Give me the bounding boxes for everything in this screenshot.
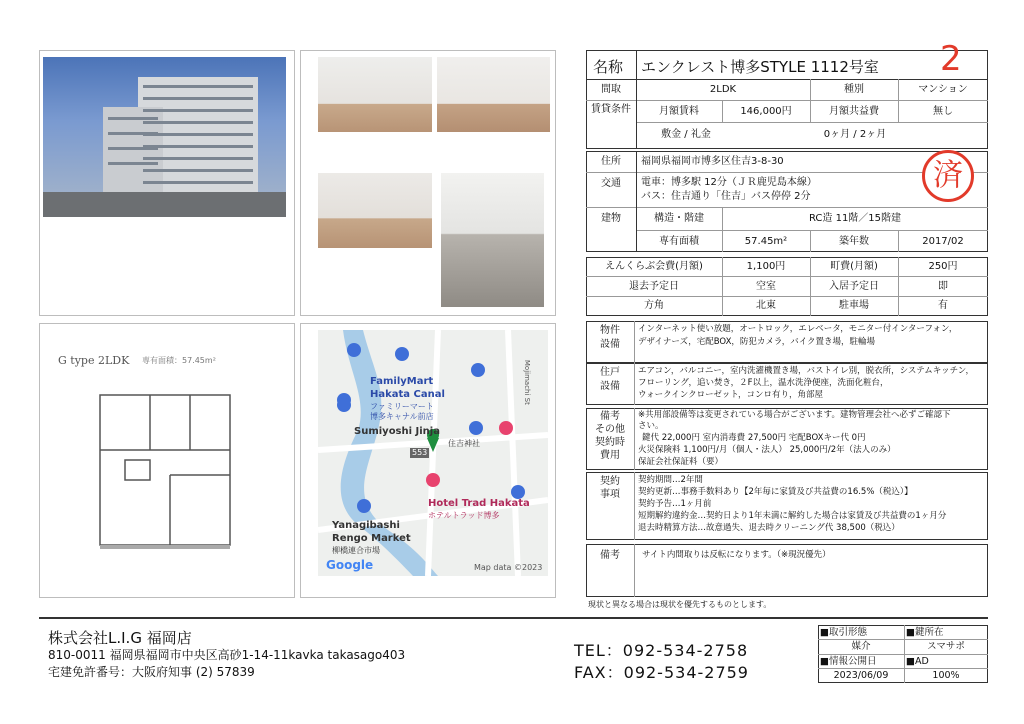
ad-number: 2 [940,39,962,79]
direction-label: 方角 [644,300,664,311]
company-address: 810-0011 福岡県福岡市中央区高砂1-14-11kavka takasago403 [48,648,406,662]
unit-facilities-label-2: 設備 [600,381,620,392]
town-fee-label: 町費(月額) [830,261,878,272]
contract-label-1: 契約 [600,476,620,487]
area-value: 57.45m² [744,236,788,247]
building-label: 建物 [601,213,621,224]
remarks-label-3: 契約時 [595,437,625,448]
interior-photo-2 [437,57,550,132]
company-license: 宅建免許番号：大阪府知事 (2) 57839 [48,665,255,679]
notes-text: サイト内間取りは反転になります。（※現況優先） [642,550,831,560]
direction-value: 北東 [756,300,776,311]
transport-2: バス：住吉通り「住吉」バス停停 2分 [641,191,811,202]
movein-value: 即 [938,281,948,292]
company-tel: TEL：092-534-2758 [574,641,749,660]
company-fax: FAX：092-534-2759 [574,663,749,682]
map-label-canal-jp: 博多キャナル前店 [370,412,434,421]
structure-value: RC造 11階／15階建 [808,213,902,224]
unit-facilities-text-1: エアコン，バルコニー，室内洗濯機置き場，バストイレ別，脱衣所，システムキッチン， [638,366,975,376]
deposit-value: 0ヶ月 / 2ヶ月 [823,129,887,140]
deposit-label: 敷金 / 礼金 [661,129,711,140]
contract-text-3: 契約予告…1ヶ月前 [638,499,712,509]
movein-label: 入居予定日 [829,281,879,292]
contract-text-2: 契約更新…事務手数料あり【2年毎に家賃及び共益費の16.5%（税込）】 [638,487,913,497]
remarks-label-4: 費用 [600,450,620,461]
common-fee: 無し [933,106,953,117]
vacate-value: 空室 [756,281,776,292]
footnote: 現状と異なる場合は現状を優先するものとします。 [588,600,772,609]
deal-ad-value: 100% [932,670,960,681]
remarks-label-1: 備考 [600,411,620,422]
facilities-label-2: 設備 [600,339,620,350]
unit-facilities-text-2: フローリング，追い焚き，２F以上，温水洗浄便座，洗面化粧台， [638,378,889,388]
type-label: 種別 [844,84,864,95]
building-photo [43,57,286,217]
parking-label: 駐車場 [839,300,869,311]
company-name: 株式会社L.I.G 福岡店 [48,629,192,647]
name-label: 名称 [593,58,624,76]
property-name: エンクレスト博多STYLE 1112号室 [641,58,879,76]
unit-facilities-text-3: ウォークインクローゼット，コンロ有り，角部屋 [638,390,823,400]
facilities-text-2: デザイナーズ，宅配BOX，防犯カメラ，バイク置き場，駐輪場 [638,337,876,347]
map-label-route: 553 [412,448,428,457]
notes-label: 備考 [600,550,620,561]
age-value: 2017/02 [922,236,964,247]
contract-label-2: 事項 [600,489,620,500]
remarks-text-1: ※共用部設備等は変更されている場合がございます。建物管理会社へ必ずご確認下 [638,410,951,420]
map-label-hotel-jp: ホテルトラッド博多 [428,511,500,520]
footer-divider [39,617,988,619]
contract-text-1: 契約期間…2年間 [638,475,703,485]
map-credit: Map data ©2023 [474,563,543,572]
deal-date-value: 2023/06/09 [833,670,889,681]
address: 福岡県福岡市博多区住吉3-8-30 [641,156,784,167]
map-label-shrine: Sumiyoshi Jinja [354,426,440,437]
map-label-yanagibashi: Yanagibashi [332,520,400,531]
facilities-text-1: インターネット使い放題，オートロック，エレベータ，モニター付インターフォン， [638,324,958,334]
interior-photo-1 [318,57,432,132]
deal-key-value: スマサポ [927,641,965,652]
parking-value: 有 [938,300,948,311]
rent-label: 賃貸条件 [591,104,631,115]
deal-date-label: ■情報公開日 [820,656,877,667]
interior-photo-3 [318,173,432,248]
vacate-label: 退去予定日 [629,281,679,292]
deal-type-label: ■取引形態 [820,627,867,638]
layout-label: 間取 [601,84,621,95]
deal-key-label: ■鍵所在 [906,627,944,638]
map-label-familymart-jp: ファミリーマート [370,402,434,411]
floorplan-area: 専有面積：57.45m² [142,356,216,365]
kitchen-photo [441,173,544,307]
map-label-rengo-jp: 柳橋連合市場 [332,546,380,555]
unit-facilities-label-1: 住戸 [600,367,620,378]
map-label-familymart: FamilyMart [370,376,434,387]
deal-ad-label: ■AD [906,656,929,667]
done-stamp: 済 [922,150,974,202]
contract-text-4: 短期解約違約金…契約日より1年未満に解約した場合は家賃及び共益費の1ヶ月分 [638,511,947,521]
remarks-text-2: さい。 [638,421,664,431]
enkura-value: 1,100円 [746,261,786,272]
map-label-street: Mojimachi St [522,359,531,405]
remarks-label-2: その他 [595,424,625,435]
type-value: マンション [918,84,968,95]
map[interactable] [318,330,548,576]
area-label: 専有面積 [659,236,699,247]
floorplan-drawing [80,380,250,550]
facilities-label-1: 物件 [600,325,620,336]
remarks-text-3: 鍵代 22,000円 室内消毒費 27,500円 宅配BOXキー代 0円 [642,433,866,443]
transport-label: 交通 [601,178,621,189]
monthly-rent: 146,000円 [740,106,792,117]
common-fee-label: 月額共益費 [829,106,879,117]
google-logo: Google [326,558,374,572]
map-label-rengo: Rengo Market [332,533,411,544]
remarks-text-5: 保証会社保証料（要） [638,457,724,467]
map-label-shrine-jp: 住吉神社 [448,439,480,448]
layout-value: 2LDK [709,84,737,95]
floorplan-title: G type 2LDK [58,354,130,367]
deal-type-value: 媒介 [851,641,871,652]
address-label: 住所 [601,156,621,167]
map-label-hotel: Hotel Trad Hakata [428,498,530,509]
town-fee: 250円 [928,261,958,272]
enkura-label: えんくらぶ会費(月額) [605,261,703,272]
remarks-text-4: 火災保険料 1,100円/月（個人・法人） 25,000円/2年（法人のみ） [638,445,896,455]
age-label: 築年数 [839,236,869,247]
monthly-rent-label: 月額賃料 [659,106,699,117]
transport-1: 電車：博多駅 12分（ＪＲ鹿児島本線） [641,177,817,188]
contract-text-5: 退去時精算方法…故意過失、退去時クリーニング代 38,500（税込） [638,523,900,533]
map-label-canal: Hakata Canal [370,389,445,400]
structure-label: 構造・階建 [654,213,704,224]
